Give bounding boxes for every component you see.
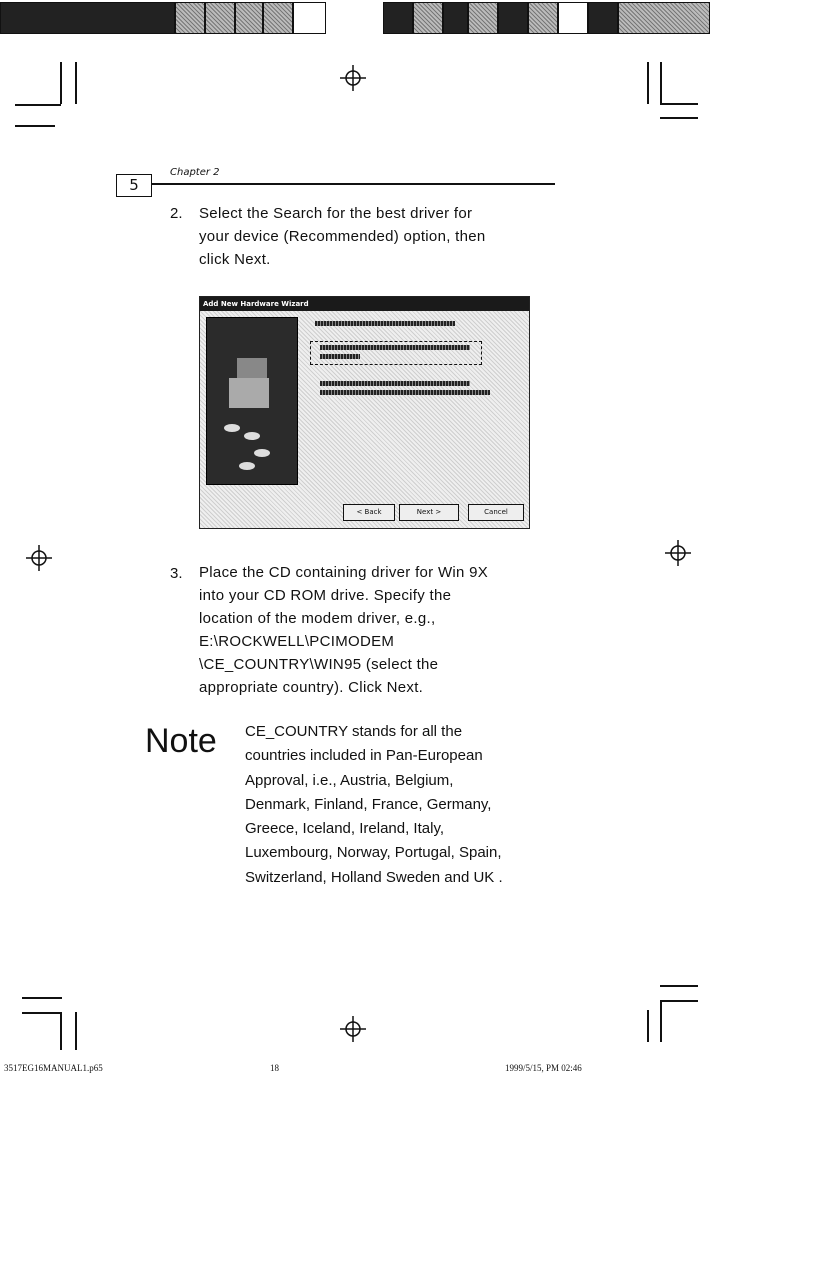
header-rule — [152, 183, 555, 185]
wizard-dialog-screenshot — [199, 296, 530, 529]
text-line: Approval, i.e., Austria, Belgium, — [245, 771, 454, 789]
text-line: E:\ROCKWELL\PCIMODEM — [199, 633, 395, 650]
footer-page-number: 18 — [270, 1063, 279, 1073]
color-bar-left — [0, 2, 326, 34]
crop-mark — [75, 62, 77, 104]
step-number: 3. — [170, 565, 183, 582]
text-line: location of the modem driver, e.g., — [199, 610, 436, 627]
registration-target-icon — [340, 65, 366, 91]
note-text — [245, 720, 503, 890]
crop-mark — [660, 1000, 698, 1002]
crop-mark — [660, 117, 698, 119]
crop-mark — [22, 1012, 62, 1014]
text-line: Place the CD containing driver for Win 9X — [199, 564, 489, 581]
text-line: your device (Recommended) option, then — [199, 228, 486, 245]
crop-mark — [660, 1000, 662, 1042]
dialog-title: Add New Hardware Wizard — [200, 297, 529, 311]
crop-mark — [660, 103, 698, 105]
dialog-text-blur — [320, 381, 470, 386]
text-line: countries included in Pan-European — [245, 747, 483, 765]
footer-timestamp: 1999/5/15, PM 02:46 — [505, 1063, 582, 1073]
text-line: \CE_COUNTRY\WIN95 (select the — [199, 656, 439, 673]
crop-mark — [22, 997, 62, 999]
note-label: Note — [145, 722, 217, 760]
crop-mark — [60, 1012, 62, 1050]
next-button: Next > — [399, 504, 459, 521]
text-line: Select the Search for the best driver for — [199, 205, 473, 222]
registration-target-icon — [665, 540, 691, 566]
text-line: into your CD ROM drive. Specify the — [199, 587, 452, 604]
wizard-illustration — [206, 317, 298, 485]
crop-mark — [660, 62, 662, 104]
crop-mark — [647, 62, 649, 104]
chapter-title: Chapter 2 — [170, 167, 220, 178]
crop-mark — [60, 62, 62, 104]
text-line: Greece, Iceland, Ireland, Italy, — [245, 820, 444, 838]
cancel-button: Cancel — [468, 504, 524, 521]
dialog-text-blur — [315, 321, 455, 326]
dialog-text-blur — [320, 354, 360, 359]
text-line: appropriate country). Click Next. — [199, 679, 424, 696]
text-line: CE_COUNTRY stands for all the — [245, 723, 463, 740]
crop-mark — [75, 1012, 77, 1050]
back-button: < Back — [343, 504, 395, 521]
text-line: click Next. — [199, 251, 271, 268]
crop-mark — [15, 125, 55, 127]
crop-mark — [647, 1010, 649, 1042]
step-2-text — [199, 202, 486, 271]
text-line: Luxembourg, Norway, Portugal, Spain, — [245, 844, 502, 862]
crop-mark — [660, 985, 698, 987]
dialog-text-blur — [320, 345, 470, 350]
footer-filename: 3517EG16MANUAL1.p65 — [4, 1063, 103, 1073]
chapter-number: 5 — [116, 174, 152, 197]
step-number: 2. — [170, 205, 183, 222]
text-line: Switzerland, Holland Sweden and UK . — [245, 868, 503, 886]
text-line: Denmark, Finland, France, Germany, — [245, 795, 492, 813]
dialog-text-blur — [320, 390, 490, 395]
crop-mark — [15, 104, 61, 106]
color-bar-right — [383, 2, 710, 34]
step-3-text — [199, 561, 488, 699]
registration-target-icon — [26, 545, 52, 571]
registration-target-icon — [340, 1016, 366, 1042]
